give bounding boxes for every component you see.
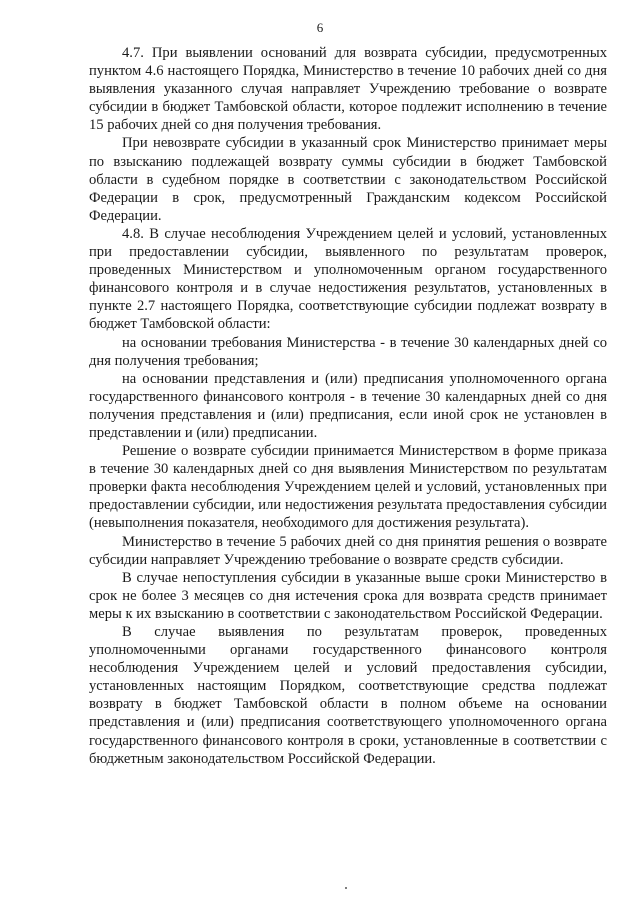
paragraph-full-return: В случае выявления по результатам проверок, проведенных уполномоченными органами государственного финансового контроля несоблюдения Учреждением целей и условий предоставления субсидии, установленных настоящим Порядком, соответствующие средства подлежат возврату в бюджет Тамбовской области в полном объеме на основании представления и (или) предписания соответствующего уполномоченного органа государственного финансового контроля в сроки, установленные в соответствии с бюджетным законодательством Российской Федерации.: [89, 624, 607, 767]
paragraph-requirement-notice: Министерство в течение 5 рабочих дней со дня принятия решения о возврате субсидии направляет Учреждению требование о возврате средств субсидии.: [89, 533, 607, 568]
paragraph-enforcement: В случае непоступления субсидии в указанные выше сроки Министерство в срок не более 3 месяцев со дня истечения срока для возврата средств принимает меры к их взысканию в соответствии с законодательством Российской Федерации.: [89, 569, 607, 622]
paragraph-4-7: 4.7. При выявлении оснований для возврата субсидии, предусмотренных пунктом 4.6 настоящего Порядка, Министерство в течение 10 рабочих дней со дня выявления указанного случая направляет Учреждению требование о возврате субсидии в бюджет Тамбовской области, которое подлежит исполнению в течение 15 рабочих дней со дня получения требования.: [89, 45, 607, 134]
paragraph-return-decision: Решение о возврате субсидии принимается Министерством в форме приказа в течение 30 календарных дней со дня выявления Министерством по результатам проверки факта несоблюдения Учреждением целей и условий, установленных при предоставлении субсидии, или недостижения результата предоставления субсидии (невыполнения показателя, необходимого для достижения результата).: [89, 443, 607, 532]
page-number: 6: [316, 20, 324, 35]
paragraph-nonreturn-recovery: При невозврате субсидии в указанный срок Министерство принимает меры по взысканию подлежащей возврату суммы субсидии в бюджет Тамбовской области в судебном порядке в соответствии с законодательством Российской Федерации в срок, предусмотренный Гражданским кодексом Российской Федерации.: [89, 135, 607, 224]
paragraph-ministry-requirement: на основании требования Министерства - в течение 30 календарных дней со дня получения требования;: [89, 334, 607, 369]
document-body: [89, 44, 607, 768]
paragraph-control-body-order: на основании представления и (или) предписания уполномоченного органа государственного финансового контроля - в течение 30 календарных дней со дня получения представления и (или) предписания, если иной срок не установлен в представлении и (или) предписании.: [89, 370, 607, 441]
scan-artifact: [345, 887, 347, 889]
paragraph-4-8: 4.8. В случае несоблюдения Учреждением целей и условий, установленных при предоставлении субсидии, выявленного по результатам проверок, проведенных Министерством и уполномоченным органом государственного финансового контроля и в случае недостижения результатов, установленных в пункте 2.7 настоящего Порядка, соответствующие субсидии подлежат возврату в бюджет Тамбовской области:: [89, 225, 607, 333]
